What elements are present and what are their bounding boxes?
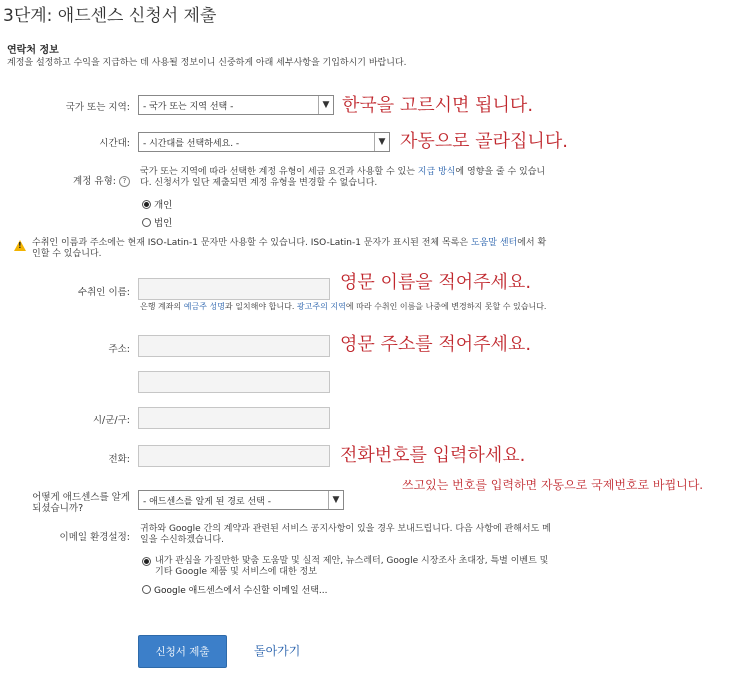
warning-text: 수취인 이름과 주소에는 현재 ISO-Latin-1 문자만 사용할 수 있습니다. ISO-Latin-1 문자가 표시된 전체 목록은 xyxy=(32,238,471,248)
city-input[interactable] xyxy=(138,407,330,429)
address-label: 주소: xyxy=(108,344,130,355)
referral-label-line1: 어떻게 애드센스를 알게 xyxy=(32,492,130,503)
latin1-warning xyxy=(32,238,552,260)
submit-application-button[interactable]: 신청서 제출 xyxy=(138,635,227,668)
account-holder-link[interactable]: 예금주 성명 xyxy=(183,302,225,311)
help-icon[interactable]: ? xyxy=(119,176,130,187)
account-type-option-business[interactable] xyxy=(142,215,172,229)
timezone-annotation: 자동으로 골라집니다. xyxy=(400,131,568,152)
chevron-down-icon: ▼ xyxy=(328,491,343,509)
section-title: 연락처 정보 xyxy=(7,45,59,56)
payee-name-annotation: 영문 이름을 적어주세요. xyxy=(340,272,532,293)
email-pref-description: 귀하와 Google 간의 계약과 관련된 서비스 공지사항이 있을 경우 보내드립니다. 다음 사항에 관해서도 메일을 수신하겠습니다. xyxy=(140,524,551,545)
account-type-option-individual[interactable] xyxy=(142,197,172,211)
chevron-down-icon: ▼ xyxy=(318,96,333,114)
account-type-label xyxy=(73,173,130,187)
page-title: 3단계: 애드센스 신청서 제출 xyxy=(3,6,217,26)
radio-checked-icon[interactable] xyxy=(142,200,151,209)
account-type-desc-text-2: 에 영향을 줄 수 있습니다. 신청서가 일단 제출되면 계정 유형을 변경할 수 없습니다. xyxy=(140,167,546,188)
phone-label: 전화: xyxy=(108,454,130,465)
help-center-link[interactable]: 도움말 센터 xyxy=(470,238,518,248)
warning-text-2: 에서 확인할 수 있습니다. xyxy=(32,238,547,259)
address-line1-input[interactable] xyxy=(138,335,330,357)
account-type-description xyxy=(140,167,550,189)
warning-icon xyxy=(14,240,26,251)
referral-label xyxy=(32,492,130,514)
hint-text-2: 과 일치해야 합니다. xyxy=(224,302,297,311)
hint-text: 은행 계좌의 xyxy=(140,302,184,311)
timezone-select[interactable] xyxy=(138,132,390,152)
payee-name-label: 수취인 이름: xyxy=(77,287,130,298)
referral-select[interactable] xyxy=(138,490,344,510)
hint-text-3: 에 따라 수취인 이름을 나중에 변경하지 못할 수 있습니다. xyxy=(345,302,547,311)
payee-name-input[interactable] xyxy=(138,278,330,300)
account-type-desc-text: 국가 또는 지역에 따라 선택한 계정 유형이 세금 요건과 사용할 수 있는 xyxy=(140,167,418,177)
payment-method-link[interactable]: 지급 방식 xyxy=(417,167,456,177)
phone-annotation: 전화번호를 입력하세요. xyxy=(340,445,526,466)
option-label: 개인 xyxy=(154,200,173,211)
chevron-down-icon: ▼ xyxy=(374,133,389,151)
country-select-value: - 국가 또는 지역 선택 - xyxy=(143,102,234,112)
phone-annotation-small: 쓰고있는 번호를 입력하면 자동으로 국제번호로 바뀝니다. xyxy=(402,478,704,492)
address-line2-input[interactable] xyxy=(138,371,330,393)
intro-text: 계정을 설정하고 수익을 지급하는 데 사용될 정보이니 신중하게 아래 세부사항을 기입하시기 바랍니다. xyxy=(7,58,407,68)
back-link[interactable]: 돌아가기 xyxy=(254,644,301,658)
account-type-label-text: 계정 유형: xyxy=(73,176,116,187)
email-pref-option-2-label: Google 애드센스에서 수신할 이메일 선택... xyxy=(154,586,328,596)
phone-input[interactable] xyxy=(138,445,330,467)
option-label: 법인 xyxy=(154,218,173,229)
timezone-label: 시간대: xyxy=(99,138,130,149)
referral-select-value: - 애드센스를 알게 된 경로 선택 - xyxy=(143,497,271,507)
radio-unchecked-icon[interactable] xyxy=(142,218,151,227)
radio-checked-icon[interactable] xyxy=(142,557,151,566)
referral-label-line2: 되셨습니까? xyxy=(32,503,84,514)
country-select[interactable] xyxy=(138,95,334,115)
address-annotation: 영문 주소를 적어주세요. xyxy=(340,334,532,355)
email-pref-option-1-label: 내가 관심을 가질만한 맞춤 도움말 및 실적 제안, 뉴스레터, Google 시장조사 초대장, 특별 이벤트 및 기타 Google 제품 및 서비스에 대한 정보 xyxy=(155,556,549,577)
email-pref-label: 이메일 환경설정: xyxy=(59,532,130,543)
country-label: 국가 또는 지역: xyxy=(65,102,130,113)
timezone-select-value: - 시간대를 선택하세요. - xyxy=(143,139,240,149)
payee-name-hint xyxy=(140,302,550,311)
city-label: 시/군/구: xyxy=(92,415,130,426)
advertiser-region-link[interactable]: 광고주의 지역 xyxy=(296,302,346,311)
country-annotation: 한국을 고르시면 됩니다. xyxy=(342,95,534,116)
email-pref-option-1[interactable] xyxy=(142,556,552,578)
email-pref-option-2[interactable] xyxy=(142,583,327,596)
radio-unchecked-icon[interactable] xyxy=(142,585,151,594)
